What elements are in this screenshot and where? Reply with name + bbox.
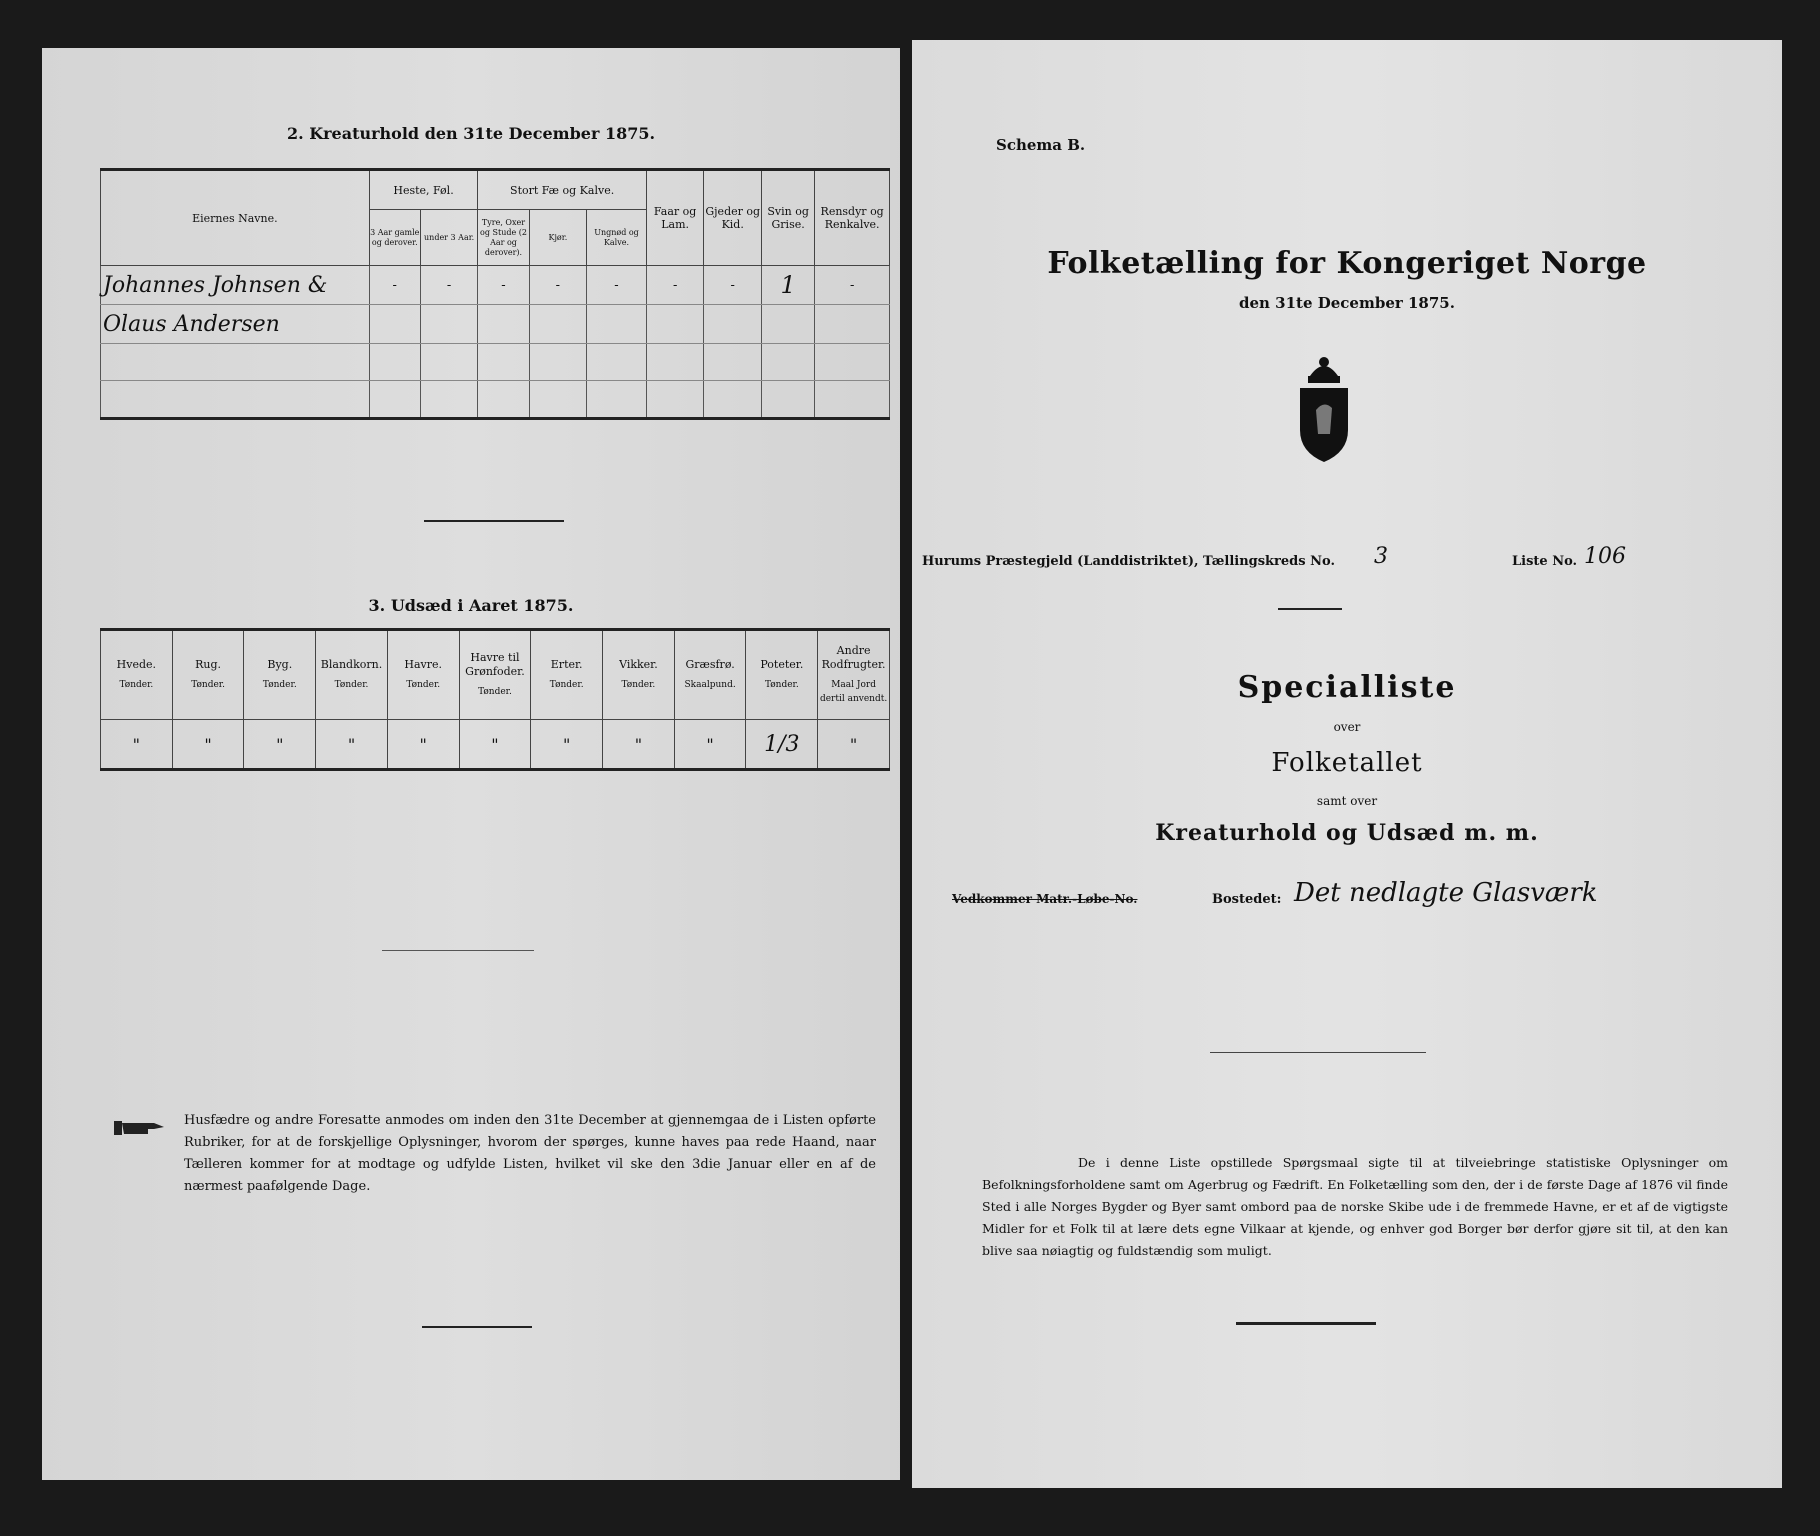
right-page <box>912 40 1782 1488</box>
seed-col-header: Andre Rodfrugter. Maal Jord dertil anvendt. <box>818 630 890 720</box>
heste-under-3-header: under 3 Aar. <box>420 210 478 266</box>
specialliste-title: Specialliste <box>1237 670 1457 705</box>
livestock-table <box>100 168 890 420</box>
body-text: De i denne Liste opstillede Spørgsmaal sigte til at tilveiebringe statistiske Oplysninger om Befolkningsforholdene samt om Agerbrug og Fædrift. En Folketælling som den, der i de første Dage af 1876 vil finde Sted i alle Norges Bygder og Byer samt ombord paa de norske Skibe ude i de fremmede Havne, er et af de vigtigste Midler for et Folk til at lære dets egne Vilkaar at kjende, og enhver god Borger bør derfor gjøre sit til, at den kan blive saa nøiagtig og fuldstændig som muligt. <box>982 1155 1728 1258</box>
cell-value: - <box>478 266 529 305</box>
divider <box>424 520 564 522</box>
cell-value: 1 <box>761 266 814 305</box>
cell-value: - <box>704 266 762 305</box>
kjor-header: Kjør. <box>529 210 587 266</box>
storfe-header: Stort Fæ og Kalve. <box>478 170 646 210</box>
seed-value: " <box>818 720 890 770</box>
samt-over-label: samt over <box>1316 794 1378 808</box>
seed-value: " <box>244 720 316 770</box>
seed-col-header: Græsfrø. Skaalpund. <box>674 630 746 720</box>
seed-value: " <box>531 720 603 770</box>
seed-value: " <box>674 720 746 770</box>
owner-name-header: Eiernes Navne. <box>101 170 370 266</box>
divider <box>1210 1052 1426 1053</box>
bostedet-value: Det nedlagte Glasværk <box>1294 878 1598 908</box>
table-row <box>101 381 890 419</box>
cell-value: - <box>420 266 478 305</box>
seed-col-header: Rug. Tønder. <box>172 630 244 720</box>
divider <box>1278 608 1342 610</box>
folketallet-label: Folketallet <box>1271 748 1423 778</box>
kreaturhold-label: Kreaturhold og Udsæd m. m. <box>1155 820 1539 846</box>
footnote-text: Husfædre og andre Foresatte anmodes om inden den 31te December at gjennemgaa de i Listen opførte Rubriker, for at de forskjellige Oplysninger, hvorom der spørges, kunne haves paa rede Haand, naar Tælleren kommer for at modtage og udfylde Listen, hvilket vil ske den 3die Januar eller en af de nærmest paafølgende Dage. <box>184 1113 876 1194</box>
seed-col-header: Vikker. Tønder. <box>603 630 675 720</box>
cell-value: - <box>587 266 647 305</box>
table-row <box>101 266 890 305</box>
bostedet-label: Bostedet: <box>1212 892 1282 907</box>
seed-col-header: Erter. Tønder. <box>531 630 603 720</box>
census-date: den 31te December 1875. <box>1239 294 1455 312</box>
liste-value: 106 <box>1584 544 1626 569</box>
tellingskreds-value: 3 <box>1374 544 1388 569</box>
seed-header-row <box>101 630 890 720</box>
cell-value: - <box>529 266 587 305</box>
rensdyr-header: Rensdyr og Renkalve. <box>815 170 890 266</box>
seed-col-header: Hvede. Tønder. <box>101 630 173 720</box>
divider <box>1236 1322 1376 1325</box>
table-row <box>101 344 890 381</box>
seed-col-header: Byg. Tønder. <box>244 630 316 720</box>
seed-value-row <box>101 720 890 770</box>
matr-label: Vedkommer Matr.-Løbe-No. <box>952 892 1138 906</box>
pointing-hand-icon <box>114 1118 166 1138</box>
divider <box>422 1326 532 1328</box>
main-title: Folketælling for Kongeriget Norge <box>1047 246 1647 281</box>
heste-header: Heste, Føl. <box>369 170 478 210</box>
over-label: over <box>1333 720 1361 734</box>
seed-value: " <box>101 720 173 770</box>
table-row <box>101 305 890 344</box>
ungnod-header: Ungnød og Kalve. <box>587 210 647 266</box>
svin-header: Svin og Grise. <box>761 170 814 266</box>
liste-label: Liste No. <box>1512 554 1578 569</box>
seed-col-header: Poteter. Tønder. <box>746 630 818 720</box>
seed-value: " <box>459 720 531 770</box>
seed-value: " <box>172 720 244 770</box>
faar-header: Faar og Lam. <box>646 170 704 266</box>
tyre-oxer-header: Tyre, Oxer og Stude (2 Aar og derover). <box>478 210 529 266</box>
section-3-title: 3. Udsæd i Aaret 1875. <box>368 596 574 615</box>
seed-table <box>100 628 890 771</box>
cell-value: - <box>646 266 704 305</box>
seed-value: " <box>387 720 459 770</box>
schema-label: Schema B. <box>996 136 1086 154</box>
owner-name-cell: Olaus Andersen <box>101 305 370 344</box>
section-2-title: 2. Kreaturhold den 31te December 1875. <box>286 124 656 143</box>
parish-label: Hurums Præstegjeld (Landdistriktet), Tællingskreds No. <box>922 554 1335 569</box>
seed-value: " <box>316 720 388 770</box>
cell-value: - <box>369 266 420 305</box>
divider <box>382 950 534 951</box>
heste-3-aar-header: 3 Aar gamle og derover. <box>369 210 420 266</box>
seed-col-header: Blandkorn. Tønder. <box>316 630 388 720</box>
seed-col-header: Havre til Grønfoder. Tønder. <box>459 630 531 720</box>
seed-value: " <box>603 720 675 770</box>
left-page <box>42 48 900 1480</box>
gjeder-header: Gjeder og Kid. <box>704 170 762 266</box>
owner-name-cell: Johannes Johnsen & <box>101 266 370 305</box>
seed-col-header: Havre. Tønder. <box>387 630 459 720</box>
seed-value: 1/3 <box>746 720 818 770</box>
coat-of-arms-icon <box>1288 350 1360 466</box>
cell-value: - <box>815 266 890 305</box>
